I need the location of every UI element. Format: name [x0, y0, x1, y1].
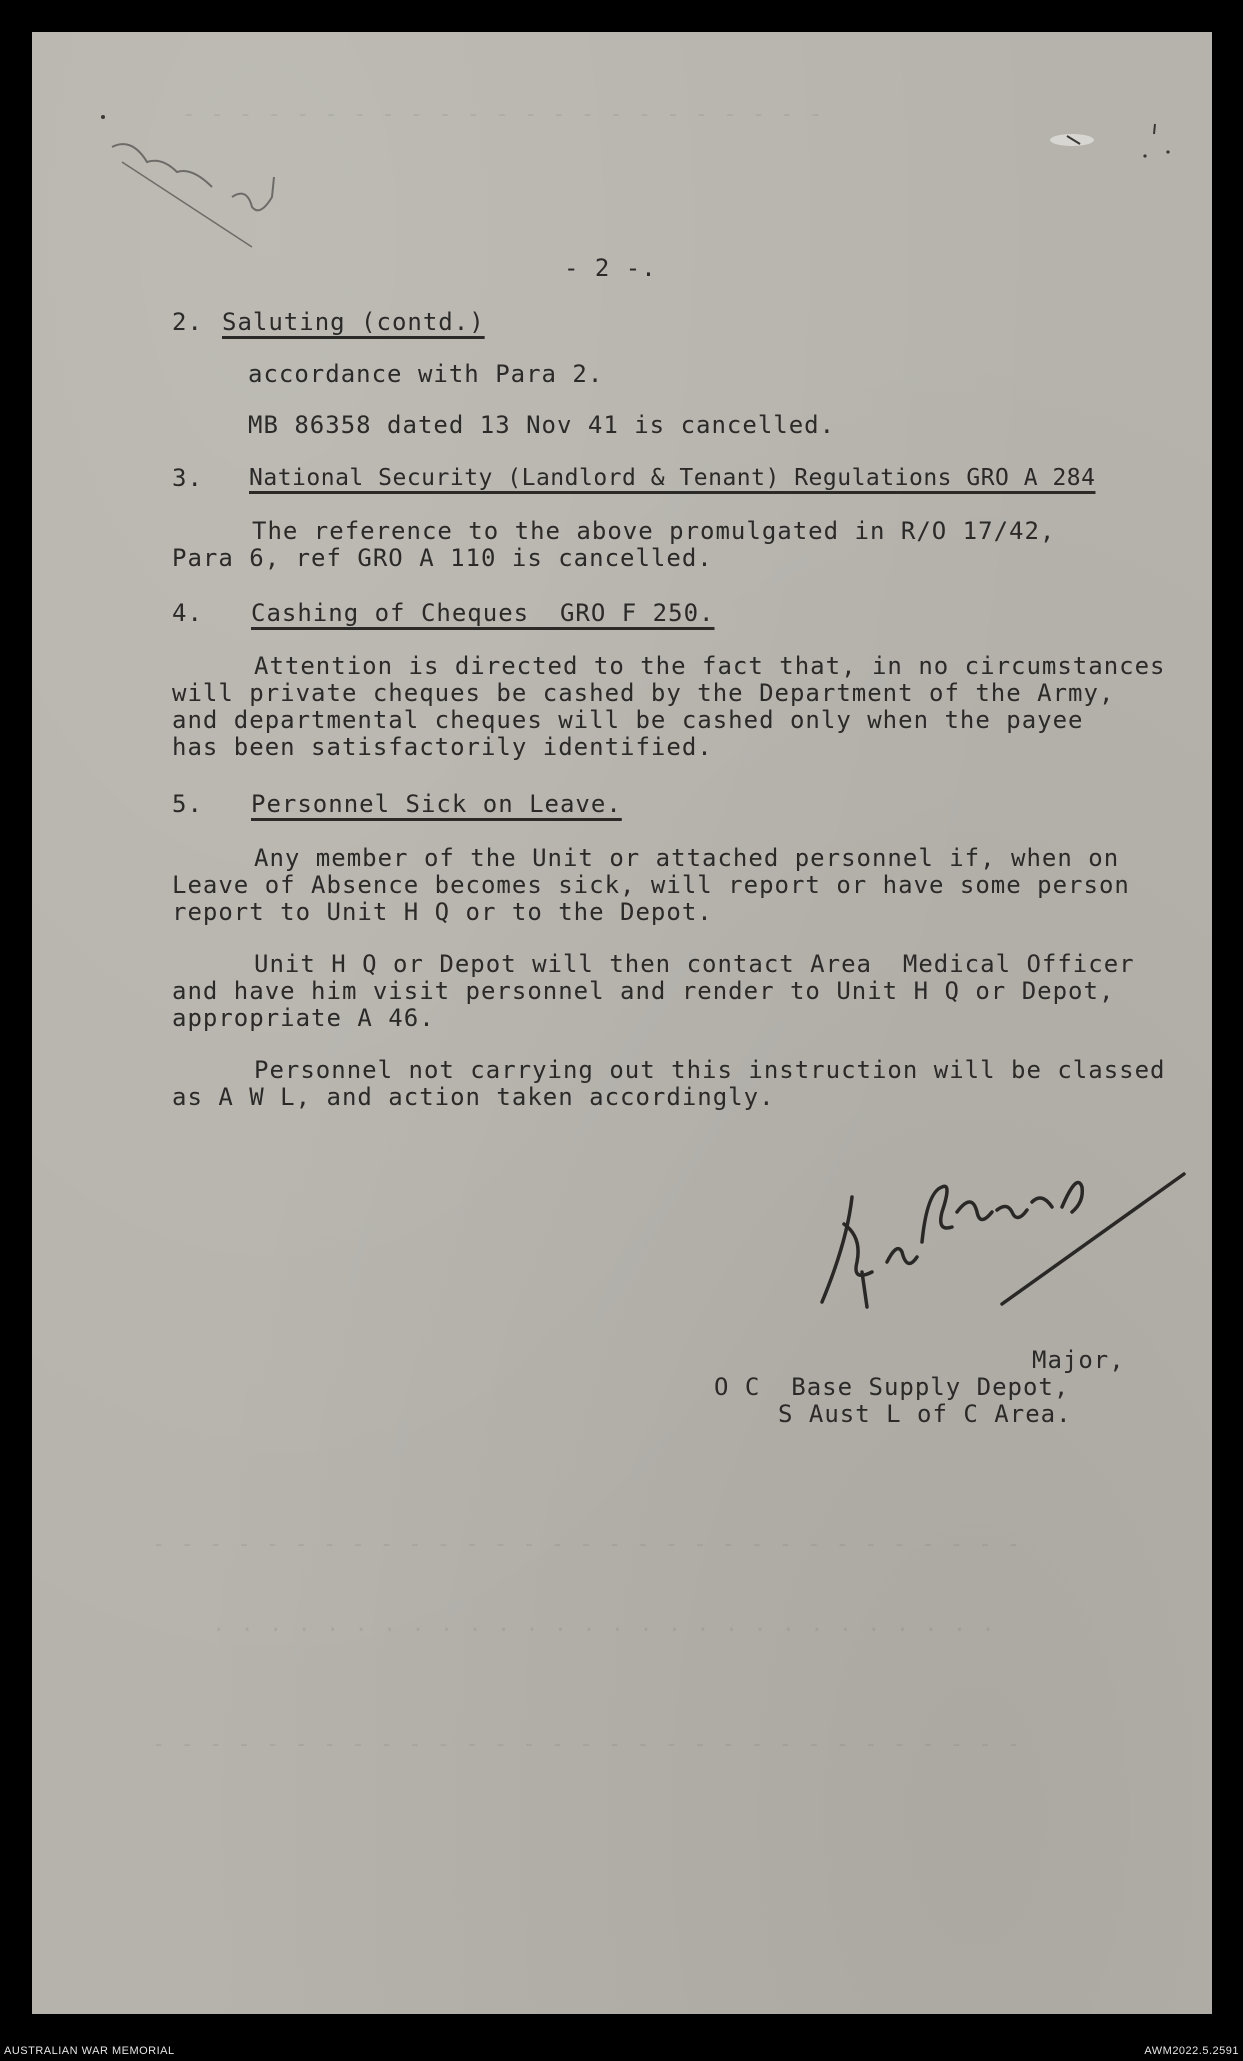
- section-5-heading: Personnel Sick on Leave.: [251, 790, 622, 818]
- section-5-number: 5.: [172, 790, 203, 818]
- section-3-heading: National Security (Landlord & Tenant) Regulations GRO A 284: [249, 465, 1096, 491]
- section-2-heading: Saluting (contd.): [222, 308, 485, 336]
- section-5-line: Leave of Absence becomes sick, will report or have some person: [172, 871, 1130, 899]
- section-5-line: report to Unit H Q or to the Depot.: [172, 898, 713, 926]
- footer-institution: AUSTRALIAN WAR MEMORIAL: [4, 2045, 175, 2057]
- section-5-line: and have him visit personnel and render to Unit H Q or Depot,: [172, 977, 1115, 1005]
- section-4-line: will private cheques be cashed by the Department of the Army,: [172, 679, 1115, 707]
- section-4-line: and departmental cheques will be cashed only when the payee: [172, 706, 1084, 734]
- section-4-line: has been satisfactorily identified.: [172, 733, 713, 761]
- section-2-paragraph: accordance with Para 2.: [248, 360, 604, 388]
- section-3-line: Para 6, ref GRO A 110 is cancelled.: [172, 544, 713, 572]
- section-2-paragraph: MB 86358 dated 13 Nov 41 is cancelled.: [248, 411, 836, 439]
- section-4-line: Attention is directed to the fact that, in no circumstances: [254, 652, 1166, 680]
- section-5-line: appropriate A 46.: [172, 1004, 435, 1032]
- footer-accession-number: AWM2022.5.2591: [1144, 2045, 1239, 2057]
- paper-speck: [98, 112, 108, 122]
- show-through-text: - - - - - - - - - - - - - - - - - - - - - - - - - - - - - - -: [152, 1732, 1021, 1757]
- section-5-line: as A W L, and action taken accordingly.: [172, 1083, 775, 1111]
- signature-rank: Major,: [1032, 1346, 1125, 1374]
- page-number: - 2 -.: [564, 254, 657, 282]
- section-4-heading: Cashing of Cheques GRO F 250.: [251, 599, 715, 627]
- signature-position: O C Base Supply Depot,: [714, 1373, 1070, 1401]
- section-3-line: The reference to the above promulgated in R/O 17/42,: [252, 517, 1056, 545]
- section-5-line: Any member of the Unit or attached personnel if, when on: [254, 844, 1120, 872]
- handwritten-signature: [802, 1132, 1222, 1332]
- section-5-line: Personnel not carrying out this instruction will be classed: [254, 1056, 1166, 1084]
- section-5-line: Unit H Q or Depot will then contact Area Medical Officer: [254, 950, 1135, 978]
- document-page: [32, 32, 1212, 2014]
- paper-speck-marks: [1032, 72, 1212, 162]
- signature-area: S Aust L of C Area.: [778, 1400, 1072, 1428]
- pencil-note-mark: [102, 127, 302, 257]
- show-through-text: - - - - - - - - - - - - - - - - - - - - - - -: [182, 102, 824, 127]
- section-4-number: 4.: [172, 599, 203, 627]
- section-2-number: 2.: [172, 308, 203, 336]
- show-through-text: - - - - - - - - - - - - - - - - - - - - - - - - - - - - - - -: [152, 1532, 1021, 1557]
- show-through-text: . . . . . . . . . . . . . . . . . . . . . . . . . . . .: [212, 1612, 996, 1637]
- section-3-number: 3.: [172, 464, 203, 492]
